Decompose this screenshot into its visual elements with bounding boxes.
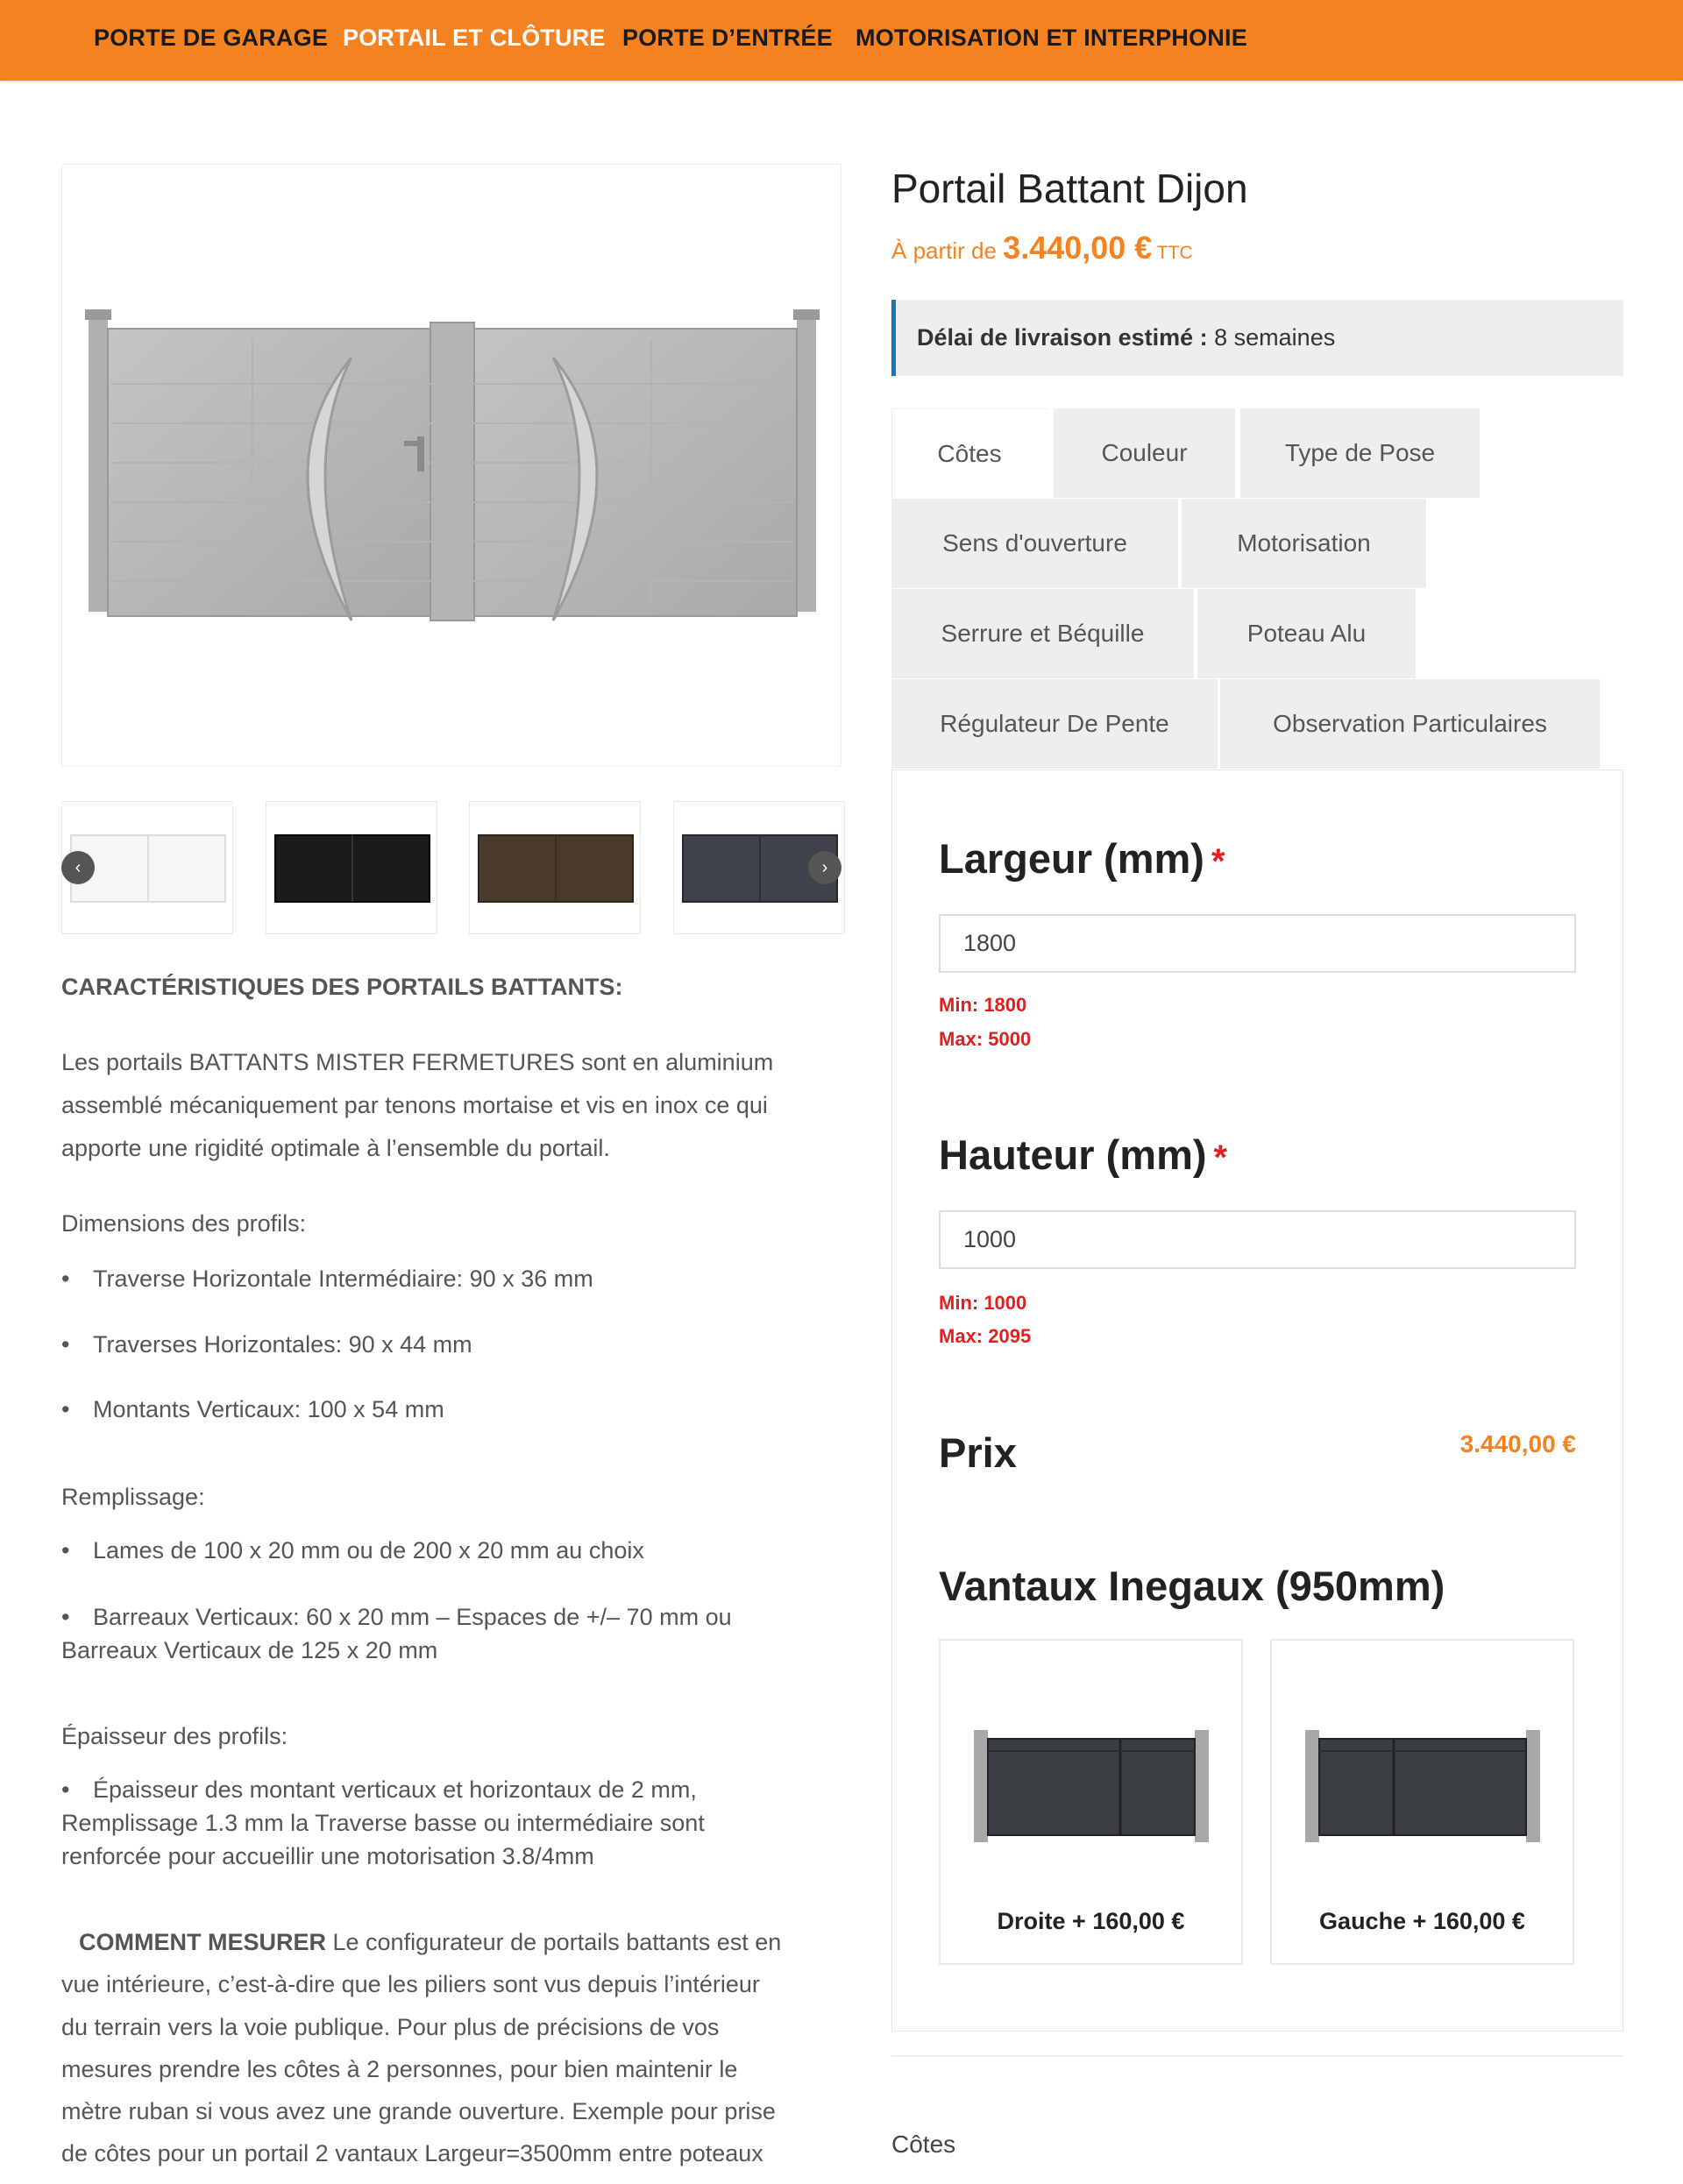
tab-couleur[interactable]: Couleur	[1054, 408, 1238, 498]
nav-motorisation-et-interphonie[interactable]: MOTORISATION ET INTERPHONIE	[856, 25, 1247, 51]
tab-cotes[interactable]: Côtes	[891, 408, 1049, 498]
product-title: Portail Battant Dijon	[891, 166, 1248, 211]
tab-serrure-et-bequille[interactable]: Serrure et Béquille	[891, 589, 1197, 678]
width-label: Largeur (mm) *	[939, 835, 1225, 882]
section-divider	[891, 2055, 1623, 2057]
list-item: • Lames de 100 x 20 mm ou de 200 x 20 mm au choix	[61, 1537, 644, 1564]
option-gauche-label: Gauche + 160,00 €	[1319, 1908, 1525, 1934]
description-line: vue intérieure, c’est-à-dire que les piliers sont vus depuis l’intérieur	[61, 1971, 760, 1997]
tab-motorisation[interactable]: Motorisation	[1182, 499, 1429, 588]
cotes-section-label: Côtes	[891, 2131, 956, 2158]
list-item-continuation: renforcée pour accueillir une motorisation 3.8/4mm	[61, 1843, 594, 1869]
description-line: de côtes pour un portail 2 vantaux Largeur=3500mm entre poteaux	[61, 2140, 763, 2166]
profiles-heading: Dimensions des profils:	[61, 1210, 307, 1237]
gate-image	[62, 165, 842, 768]
price-label: Prix	[939, 1429, 1017, 1476]
height-min: Min: 1000	[939, 1292, 1027, 1314]
top-navigation	[0, 0, 1683, 81]
thickness-heading: Épaisseur des profils:	[61, 1723, 288, 1749]
nav-porte-de-garage[interactable]: PORTE DE GARAGE	[94, 25, 329, 51]
nav-porte-d-entree[interactable]: PORTE D’ENTRÉE	[622, 25, 833, 51]
width-input[interactable]	[939, 914, 1576, 973]
list-item-continuation: Remplissage 1.3 mm la Traverse basse ou intermédiaire sont	[61, 1810, 705, 1836]
product-price: À partir de 3.440,00 € TTC	[891, 230, 1193, 266]
description-line: du terrain vers la voie publique. Pour plus de précisions de vos	[61, 2014, 720, 2040]
thumbnail-prev-icon[interactable]: ‹	[61, 851, 95, 884]
list-item: • Épaisseur des montant verticaux et horizontaux de 2 mm,	[61, 1776, 697, 1803]
tab-poteau-alu[interactable]: Poteau Alu	[1197, 589, 1418, 678]
description-line: Les portails BATTANTS MISTER FERMETURES sont en aluminium	[61, 1049, 774, 1075]
filling-heading: Remplissage:	[61, 1484, 205, 1510]
required-marker: *	[1213, 1138, 1228, 1177]
description-line: mètre ruban si vous avez une grande ouverture. Exemple pour prise	[61, 2098, 776, 2124]
height-max: Max: 2095	[939, 1325, 1032, 1347]
thumbnail-next-icon[interactable]: ›	[808, 851, 842, 884]
list-item: • Traverse Horizontale Intermédiaire: 90 x 36 mm	[61, 1266, 593, 1292]
tab-regulateur-de-pente[interactable]: Régulateur De Pente	[891, 679, 1220, 769]
main-product-image[interactable]	[61, 164, 842, 767]
description-line: mesures prendre les côtes à 2 personnes, pour bien maintenir le	[61, 2056, 738, 2082]
option-droite-label: Droite + 160,00 €	[997, 1908, 1185, 1934]
nav-portail-et-cloture[interactable]: PORTAIL ET CLÔTURE	[343, 25, 606, 51]
list-item: • Barreaux Verticaux: 60 x 20 mm – Espaces de +/– 70 mm ou	[61, 1604, 732, 1630]
price-value: 3.440,00 €	[1459, 1430, 1576, 1457]
gate-right-image	[941, 1641, 1245, 1904]
measure-paragraph: COMMENT MESURER Le configurateur de portails battants est en	[79, 1929, 782, 1955]
option-droite[interactable]	[939, 1639, 1243, 1965]
thumbnail-brown[interactable]	[469, 801, 641, 934]
gate-left-image	[1272, 1641, 1576, 1904]
tab-type-de-pose[interactable]: Type de Pose	[1240, 408, 1482, 498]
description-line: apporte une rigidité optimale à l’ensemble du portail.	[61, 1135, 610, 1161]
option-gauche[interactable]	[1270, 1639, 1574, 1965]
vantaux-title: Vantaux Inegaux (950mm)	[939, 1563, 1445, 1609]
description-line: assemblé mécaniquement par tenons mortaise et vis en inox ce qui	[61, 1092, 768, 1118]
height-input[interactable]	[939, 1210, 1576, 1269]
height-label: Hauteur (mm) *	[939, 1131, 1228, 1178]
required-marker: *	[1211, 842, 1225, 881]
characteristics-heading: CARACTÉRISTIQUES DES PORTAILS BATTANTS:	[61, 974, 623, 1000]
list-item-continuation: Barreaux Verticaux de 125 x 20 mm	[61, 1637, 438, 1663]
width-max: Max: 5000	[939, 1028, 1032, 1050]
thumbnail-black[interactable]	[266, 801, 437, 934]
tab-sens-d-ouverture[interactable]: Sens d'ouverture	[891, 499, 1181, 588]
list-item: • Traverses Horizontales: 90 x 44 mm	[61, 1331, 472, 1358]
width-min: Min: 1800	[939, 994, 1027, 1016]
delivery-estimate: Délai de livraison estimé : 8 semaines	[891, 300, 1623, 376]
tab-observation-particulaires[interactable]: Observation Particulaires	[1220, 679, 1602, 769]
list-item: • Montants Verticaux: 100 x 54 mm	[61, 1396, 444, 1422]
